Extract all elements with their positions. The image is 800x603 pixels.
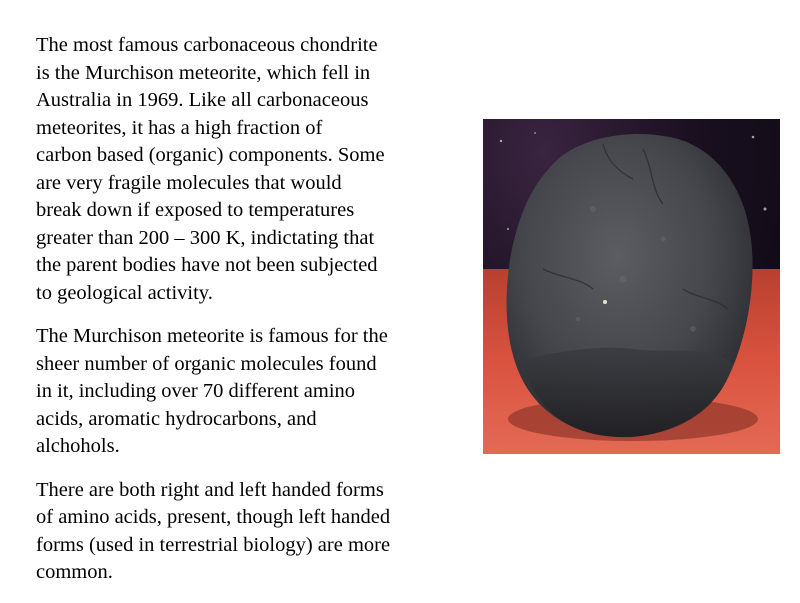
paragraph-2: The Murchison meteorite is famous for the sheer number of organic molecules found in it, including over 70 different amino acids, aromatic hydrocarbons, and alchohols. (36, 325, 388, 457)
paragraph-1: The most famous carbonaceous chondrite is the Murchison meteorite, which fell in Australia in 1969. Like all carbonaceous meteorites, it has a high fraction of carbon based (organic) components. Some are very fragile molecules that would break down if exposed to temperatures greater than 200 – 300 K, indictating that the parent bodies have not been subjected to geological activity. (36, 34, 385, 304)
paragraph-3: There are both right and left handed forms of amino acids, present, though left handed forms (used in terrestrial biology) are more common. (36, 478, 391, 583)
meteorite-photo (483, 119, 780, 454)
meteorite-image (483, 119, 780, 454)
text-column (36, 32, 476, 603)
